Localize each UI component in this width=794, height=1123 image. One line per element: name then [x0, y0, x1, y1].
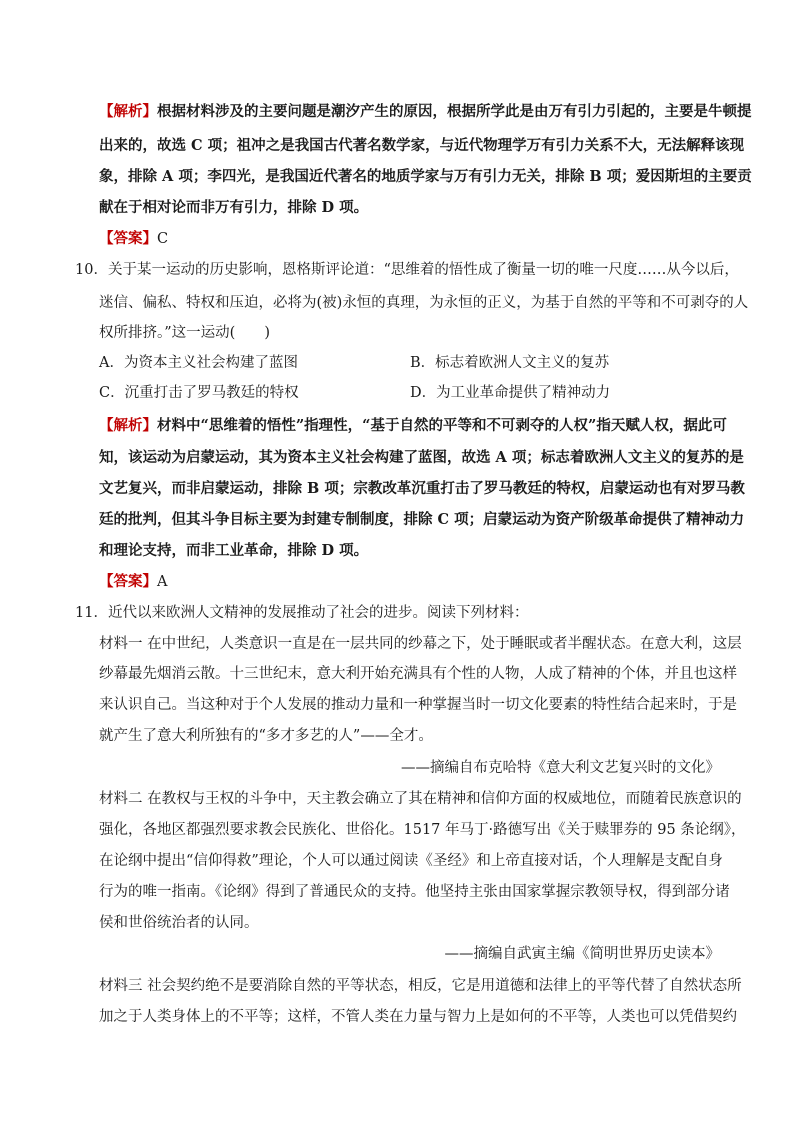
analysis-10-line-1: 【解析】材料中“思维着的悟性”指理性，“基于自然的平等和不可剥夺的人权”指天赋人权，据此可: [99, 417, 727, 434]
answer-value: C: [157, 231, 169, 247]
material-2-line-3: 在论纲中提出“信仰得救”理论，个人可以通过阅读《圣经》和上帝直接对话，个人理解是支配自身: [99, 853, 723, 869]
option-d: D．为工业革命提供了精神动力: [410, 385, 611, 401]
analysis-9-line-3: 象，排除 A 项；李四光，是我国近代著名的地质学家与万有引力无关，排除 B 项；爱因斯坦的主要贡: [99, 168, 752, 185]
material-1-line-1: 材料一 在中世纪，人类意识一直是在一层共同的纱幕之下，处于睡眠或者半醒状态。在意大利，这层: [99, 636, 742, 652]
material-2-source: ——摘编自武寅主编《简明世界历史读本》: [444, 946, 720, 962]
answer-10: [99, 572, 721, 592]
analysis-tag: 【解析】: [99, 417, 157, 434]
material-2-line-5: 侯和世俗统治者的认同。: [99, 915, 259, 931]
answer-value: A: [157, 574, 168, 590]
analysis-9-line-1: 【解析】根据材料涉及的主要问题是潮汐产生的原因，根据所学此是由万有引力引起的，主要是牛顿提: [99, 103, 752, 120]
answer-9: [99, 229, 721, 249]
analysis-tag: 【解析】: [99, 103, 157, 120]
material-1-source: ——摘编自布克哈特《意大利文艺复兴时的文化》: [401, 760, 720, 776]
question-10-line-1: 10．关于某一运动的历史影响，恩格斯评论道：“思维着的悟性成了衡量一切的唯一尺度……从今以后，: [75, 262, 739, 278]
analysis-9-line-2: 出来的，故选 C 项；祖冲之是我国古代著名数学家，与近代物理学万有引力关系不大，无法解释该现: [99, 137, 745, 154]
question-10-line-2: 迷信、偏私、特权和压迫，必将为(被)永恒的真理，为永恒的正义，为基于自然的平等和不可剥夺的人: [99, 295, 749, 311]
analysis-10-line-2: 知，该运动为启蒙运动，其为资本主义社会构建了蓝图，故选 A 项；标志着欧洲人文主义的复苏的是: [99, 449, 744, 466]
question-10-line-3: 权所排挤。”这一运动( ): [99, 325, 270, 341]
answer-tag: 【答案】: [99, 230, 157, 247]
material-3-line-2: 加之于人类身体上的不平等；这样，不管人类在力量与智力上是如何的不平等，人类也可以凭借契约: [99, 1009, 737, 1025]
material-2-line-2: 强化，各地区都强烈要求教会民族化、世俗化。1517 年马丁·路德写出《关于赎罪券的 95 条论纲》，: [99, 822, 746, 838]
analysis-9-line-4: 献在于相对论而非万有引力，排除 D 项。: [99, 199, 369, 216]
material-1-line-3: 来认识自己。当这种对于个人发展的推动力量和一种掌握当时一切文化要素的特性结合起来时，于是: [99, 697, 737, 713]
question-11-stem: 11．近代以来欧洲人文精神的发展推动了社会的进步。阅读下列材料：: [75, 605, 529, 621]
material-1-line-4: 就产生了意大利所独有的“多才多艺的人”——全才。: [99, 728, 433, 744]
option-b: B．标志着欧洲人文主义的复苏: [410, 355, 610, 371]
analysis-10-line-4: 廷的批判，但其斗争目标主要为封建专制制度，排除 C 项；启蒙运动为资产阶级革命提供了精神动力: [99, 511, 745, 528]
analysis-10-line-3: 文艺复兴，而非启蒙运动，排除 B 项；宗教改革沉重打击了罗马教廷的特权，启蒙运动也有对罗马教: [99, 480, 745, 497]
analysis-10-line-5: 和理论支持，而非工业革命，排除 D 项。: [99, 542, 369, 559]
option-c: C．沉重打击了罗马教廷的特权: [99, 385, 299, 401]
option-a: A．为资本主义社会构建了蓝图: [99, 355, 298, 371]
answer-tag: 【答案】: [99, 573, 157, 590]
material-1-line-2: 纱幕最先烟消云散。十三世纪末，意大利开始充满具有个性的人物，人成了精神的个体，并且也这样: [99, 666, 737, 682]
material-3-line-1: 材料三 社会契约绝不是要消除自然的平等状态，相反，它是用道德和法律上的平等代替了自然状态所: [99, 978, 742, 994]
material-2-line-4: 行为的唯一指南。《论纲》得到了普通民众的支持。他坚持主张由国家掌握宗教领导权，得到部分诸: [99, 884, 730, 900]
material-2-line-1: 材料二 在教权与王权的斗争中，天主教会确立了其在精神和信仰方面的权威地位，而随着民族意识的: [99, 791, 742, 807]
